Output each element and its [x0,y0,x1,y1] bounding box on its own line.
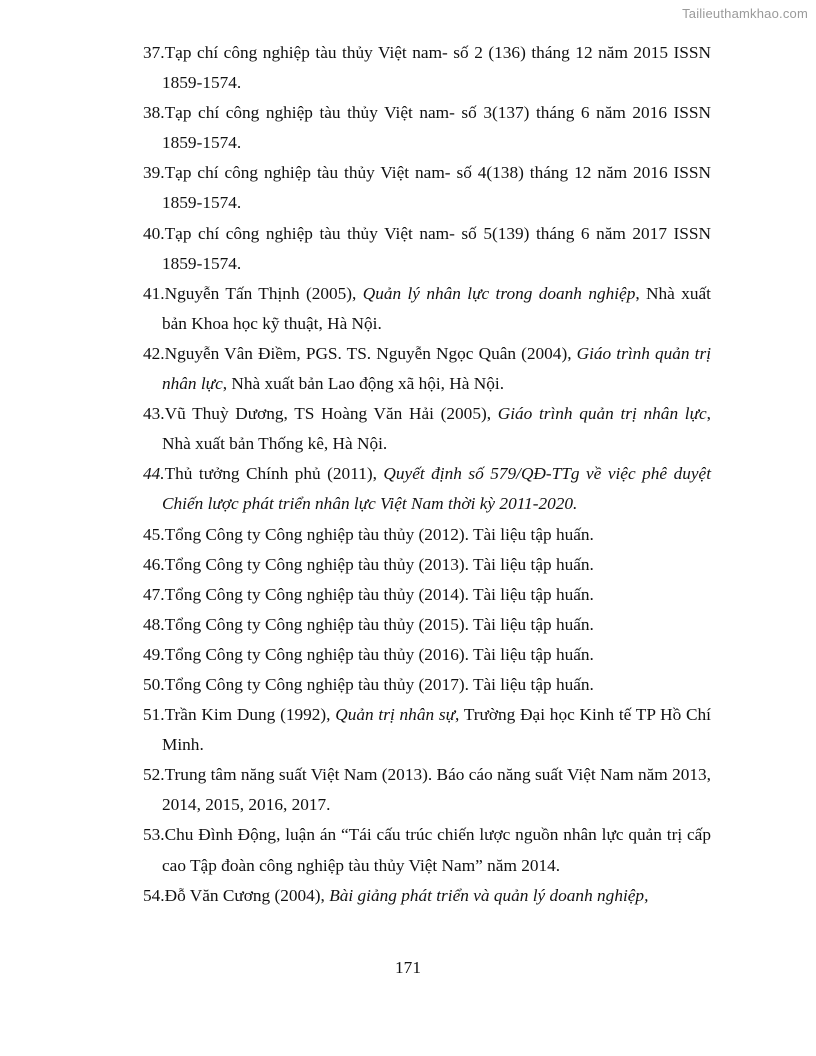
reference-text: Nguyễn Tấn Thịnh (2005), [164,283,363,303]
reference-item [143,399,711,459]
reference-title: Bài giảng phát triển và quản lý doanh nghiệp, [329,885,649,905]
reference-text: Đỗ Văn Cương (2004), [164,885,330,905]
reference-item [143,610,711,640]
reference-item [143,38,711,98]
reference-item [143,881,711,911]
reference-text: Trần Kim Dung (1992), [164,705,336,725]
reference-text: Tổng Công ty Công nghiệp tàu thủy (2017). Tài liệu tập huấn. [164,674,594,694]
reference-text: , Nhà xuất bản Khoa học kỹ thuật, Hà Nội. [162,283,711,333]
reference-number: 54. [143,885,165,905]
reference-number: 40. [143,223,165,243]
reference-text: Vũ Thuỳ Dương, TS Hoàng Văn Hải (2005), [164,404,498,424]
reference-number: 37. [143,43,165,62]
reference-item [143,279,711,339]
reference-text: Tổng Công ty Công nghiệp tàu thủy (2013). Tài liệu tập huấn. [164,554,594,574]
reference-title: Quản trị nhân sự [335,705,456,725]
reference-item [143,700,711,760]
reference-item [143,580,711,610]
reference-number: 45. [143,524,165,544]
reference-item [143,760,711,820]
reference-text: Tạp chí công nghiệp tàu thủy Việt nam- số 2 (136) tháng 12 năm 2015 ISSN 1859-1574. [162,43,711,93]
reference-number: 49. [143,644,165,664]
reference-number: 41. [143,283,165,303]
reference-text: Tổng Công ty Công nghiệp tàu thủy (2015). Tài liệu tập huấn. [164,614,594,634]
reference-item [143,459,711,519]
reference-number: 39. [143,163,165,183]
reference-item [143,550,711,580]
reference-title: Giáo trình quản trị nhân lực [497,404,707,424]
reference-number: 51. [143,705,165,725]
reference-text: , Nhà xuất bản Thống kê, Hà Nội. [162,404,711,454]
reference-text: Thủ tưởng Chính phủ (2011), [164,464,384,484]
reference-text: Tạp chí công nghiệp tàu thủy Việt nam- số 3(137) tháng 6 năm 2016 ISSN 1859-1574. [162,103,711,153]
page-number: 171 [395,958,421,977]
reference-number: 42. [143,343,165,363]
reference-item [143,219,711,279]
reference-text: , Trường Đại học Kinh tế TP Hồ Chí Minh. [162,705,711,755]
reference-number: 38. [143,103,165,123]
reference-title: Giáo trình quản trị nhân lực [162,343,711,394]
reference-item [143,820,711,880]
reference-text: Trung tâm năng suất Việt Nam (2013). Báo cáo năng suất Việt Nam năm 2013, 2014, 2015, 2016, 2017. [162,765,711,815]
reference-text: Tạp chí công nghiệp tàu thủy Việt nam- số 5(139) tháng 6 năm 2017 ISSN 1859-1574. [162,223,711,273]
reference-item [143,640,711,670]
reference-text: Tổng Công ty Công nghiệp tàu thủy (2016). Tài liệu tập huấn. [164,644,594,664]
reference-number: 44. [143,464,165,484]
reference-text: Tổng Công ty Công nghiệp tàu thủy (2012). Tài liệu tập huấn. [164,524,594,544]
reference-item [143,339,711,399]
reference-text: Chu Đình Động, luận án “Tái cấu trúc chiến lược nguồn nhân lực quản trị cấp cao Tập đoàn công nghiệp tàu thủy Việt Nam” năm 2014. [162,825,711,875]
reference-number: 52. [143,765,165,785]
watermark: Tailieuthamkhao.com [682,6,808,21]
reference-text: Tổng Công ty Công nghiệp tàu thủy (2014). Tài liệu tập huấn. [164,584,594,604]
reference-title: Quản lý nhân lực trong doanh nghiệp [362,283,636,303]
reference-number: 47. [143,584,165,604]
reference-number: 43. [143,404,165,424]
reference-title: Quyết định số 579/QĐ-TTg về việc phê duyệt Chiến lược phát triển nhân lực Việt Nam thời kỳ 2011-2020. [162,464,712,514]
reference-number: 48. [143,614,165,634]
reference-item [143,520,711,550]
reference-number: 46. [143,554,165,574]
reference-item [143,158,711,218]
reference-number: 53. [143,825,165,845]
reference-item [143,670,711,700]
reference-text: Nguyễn Vân Điềm, PGS. TS. Nguyễn Ngọc Quân (2004), [164,343,577,363]
reference-text: Tạp chí công nghiệp tàu thủy Việt nam- số 4(138) tháng 12 năm 2016 ISSN 1859-1574. [162,163,711,213]
reference-number: 50. [143,674,165,694]
reference-list [143,38,711,911]
reference-item [143,98,711,158]
reference-text: , Nhà xuất bản Lao động xã hội, Hà Nội. [222,374,505,394]
